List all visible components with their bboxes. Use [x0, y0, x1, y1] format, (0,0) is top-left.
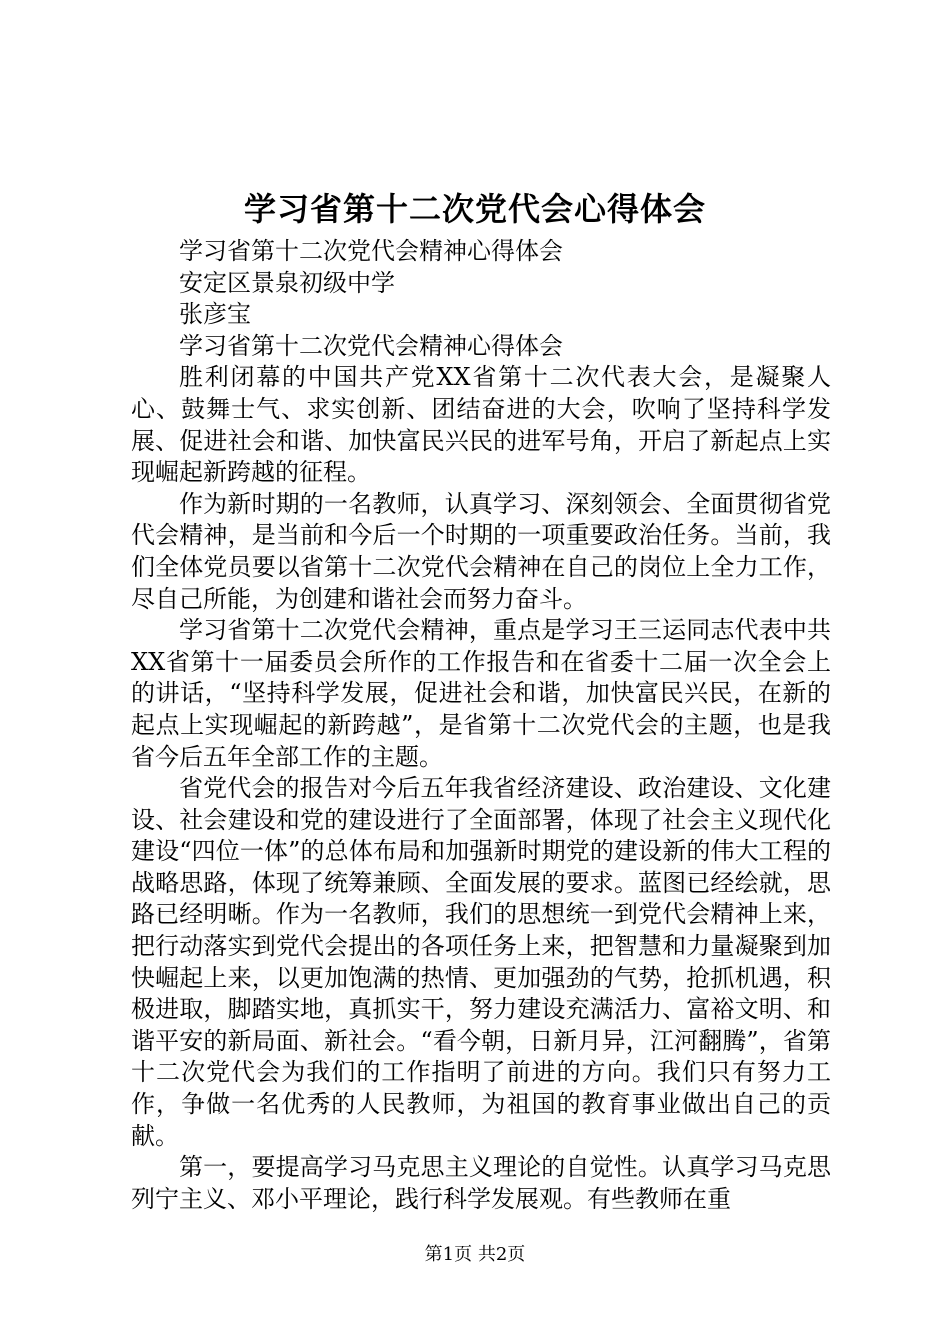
- page-footer: 第1页 共2页: [424, 1244, 526, 1265]
- subtitle-paragraph: 学习省第十二次党代会精神心得体会: [179, 237, 563, 265]
- body-paragraph: 胜利闭幕的中国共产党XX省第十二次代表大会，是凝聚人心、鼓舞士气、求实创新、团结奋进的大会，吹响了坚持科学发展、促进社会和谐、加快富民兴民的进军号角，开启了新起点上实现崛起新跨越的征程。: [131, 363, 831, 487]
- document-body: [131, 236, 831, 1215]
- body-paragraph: 作为新时期的一名教师，认真学习、深刻领会、全面贯彻省党代会精神，是当前和今后一个时期的一项重要政治任务。当前，我们全体党员要以省第十二次党代会精神在自己的岗位上全力工作，尽自己所能，为创建和谐社会而努力奋斗。: [131, 489, 831, 613]
- body-paragraph: 学习省第十二次党代会精神，重点是学习王三运同志代表中共XX省第十一届委员会所作的工作报告和在省委十二届一次全会上的讲话，“坚持科学发展，促进社会和谐，加快富民兴民，在新的起点上实现崛起的新跨越”，是省第十二次党代会的主题，也是我省今后五年全部工作的主题。: [131, 616, 831, 771]
- body-paragraph: 第一，要提高学习马克思主义理论的自觉性。认真学习马克思列宁主义、邓小平理论，践行科学发展观。有些教师在重: [131, 1153, 831, 1213]
- body-paragraph: 省党代会的报告对今后五年我省经济建设、政治建设、文化建设、社会建设和党的建设进行了全面部署，体现了社会主义现代化建设“四位一体”的总体布局和加强新时期党的建设新的伟大工程的战略思路，体现了统筹兼顾、全面发展的要求。蓝图已经绘就，思路已经明晰。作为一名教师，我们的思想统一到党代会精神上来，把行动落实到党代会提出的各项任务上来，把智慧和力量凝聚到加快崛起上来，以更加饱满的热情、更加强劲的气势，抢抓机遇，积极进取，脚踏实地，真抓实干，努力建设充满活力、富裕文明、和谐平安的新局面、新社会。“看今朝，日新月异，江河翻腾”，省第十二次党代会为我们的工作指明了前进的方向。我们只有努力工作，争做一名优秀的人民教师，为祖国的教育事业做出自己的贡献。: [131, 774, 831, 1150]
- document-title: 学习省第十二次党代会心得体会: [243, 190, 706, 228]
- section-heading: 学习省第十二次党代会精神心得体会: [179, 331, 563, 360]
- author-name: 张彦宝: [179, 300, 251, 329]
- school-name: 安定区景泉初级中学: [179, 268, 395, 297]
